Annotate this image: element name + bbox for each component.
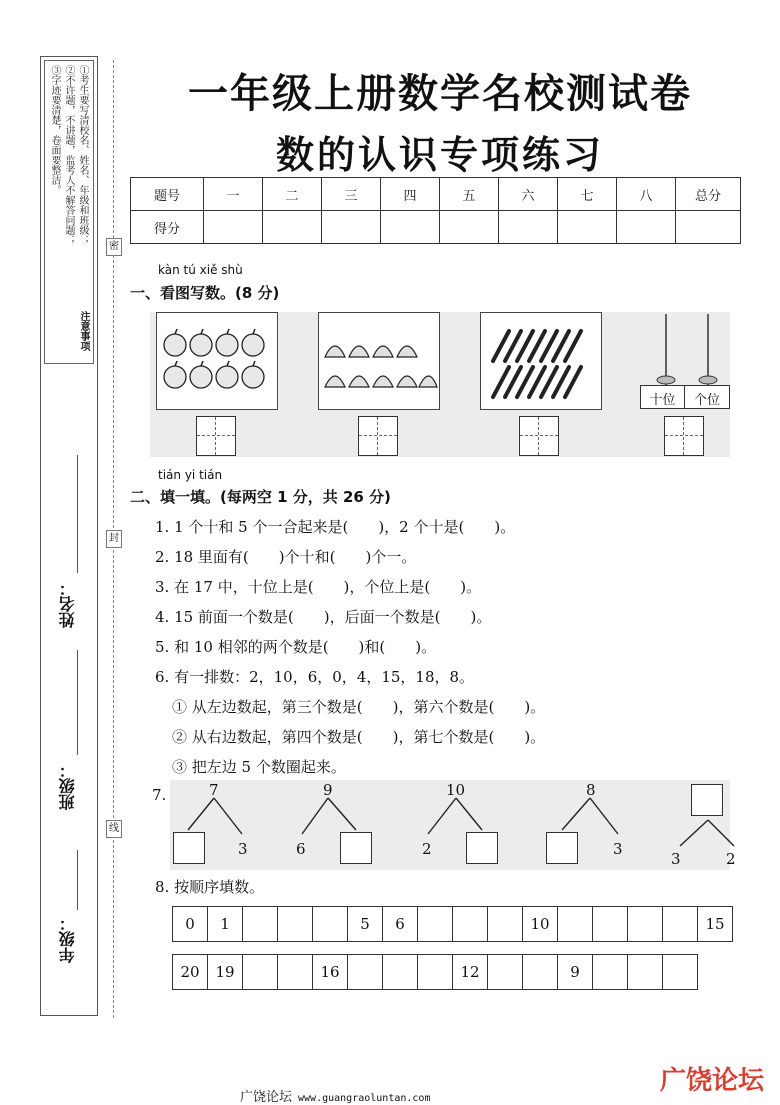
answer-grid-apples[interactable] — [196, 416, 236, 456]
notice-line-1: ①考生要写清校名、姓名、年级和班级； — [77, 65, 88, 245]
seq-cell: 1 — [208, 907, 243, 942]
seq-cell: 0 — [173, 907, 208, 942]
seq-cell[interactable] — [278, 907, 313, 942]
question-8: 8. 按顺序填数。 — [155, 878, 265, 896]
tree2-right-box[interactable] — [340, 832, 372, 864]
grade-label: 年级： — [58, 915, 77, 963]
seq-cell[interactable] — [558, 907, 593, 942]
tree2-left: 6 — [296, 840, 306, 858]
question-6a: ① 从左边数起，第三个数是( )，第六个数是( )。 — [172, 698, 546, 716]
score-table — [130, 177, 741, 244]
score-header-cell: 六 — [499, 178, 558, 211]
pencils-picture — [480, 312, 602, 410]
tree5-right: 2 — [726, 850, 736, 868]
notice-line-3: ③字迹要清楚，卷面要整洁。 — [49, 65, 60, 195]
answer-grid-peaches[interactable] — [358, 416, 398, 456]
answer-grid-abacus[interactable] — [664, 416, 704, 456]
seq-cell: 12 — [453, 955, 488, 990]
score-header-cell: 一 — [204, 178, 263, 211]
tree4-left-box[interactable] — [546, 832, 578, 864]
apples-picture — [156, 312, 278, 410]
seq-cell[interactable] — [593, 955, 628, 990]
grade-line — [77, 850, 78, 910]
seq-cell[interactable] — [488, 907, 523, 942]
name-label: 姓名： — [58, 580, 77, 628]
seq-cell[interactable] — [663, 907, 698, 942]
site-logo — [660, 1060, 764, 1097]
seq-cell[interactable] — [453, 907, 488, 942]
logo-text: 广饶论坛 — [660, 1066, 765, 1096]
tree3-top: 10 — [446, 781, 466, 799]
seq-cell: 6 — [383, 907, 418, 942]
seq-cell: 20 — [173, 955, 208, 990]
score-header-cell: 总分 — [676, 178, 741, 211]
score-header-row — [131, 178, 741, 211]
abacus-base — [640, 385, 730, 409]
tree4-top: 8 — [586, 781, 596, 799]
seq-cell[interactable] — [313, 907, 348, 942]
question-2: 2. 18 里面有( )个十和( )个一。 — [155, 548, 417, 566]
score-header-cell: 二 — [263, 178, 322, 211]
seq-cell[interactable] — [663, 955, 698, 990]
footer — [240, 1086, 430, 1105]
notice-box — [44, 60, 94, 364]
seq-cell: 10 — [523, 907, 558, 942]
score-cell[interactable] — [263, 211, 322, 244]
question-7-label: 7. — [152, 786, 167, 804]
seq-cell: 16 — [313, 955, 348, 990]
notice-heading: 注意事项 — [78, 311, 89, 351]
seq-cell[interactable] — [523, 955, 558, 990]
score-header-cell: 五 — [440, 178, 499, 211]
score-cell[interactable] — [204, 211, 263, 244]
question-3: 3. 在 17 中，十位上是( )，个位上是( )。 — [155, 578, 482, 596]
seq-cell[interactable] — [593, 907, 628, 942]
abacus-label-ones: 个位 — [693, 393, 720, 408]
question-5: 5. 和 10 相邻的两个数是( )和( )。 — [155, 638, 437, 656]
tree3-right-box[interactable] — [466, 832, 498, 864]
score-cell[interactable] — [381, 211, 440, 244]
seq-cell: 19 — [208, 955, 243, 990]
score-header-cell: 题号 — [131, 178, 204, 211]
footer-url[interactable]: www.guangraoluntan.com — [298, 1093, 431, 1104]
score-cell[interactable] — [558, 211, 617, 244]
score-header-cell: 三 — [322, 178, 381, 211]
class-label: 班级： — [58, 762, 77, 810]
seq-cell[interactable] — [383, 955, 418, 990]
score-header-cell: 七 — [558, 178, 617, 211]
seal-mark-xian: 线 — [106, 820, 122, 838]
sequence-row-2 — [172, 954, 698, 990]
seq-cell[interactable] — [348, 955, 383, 990]
tree5-top-box[interactable] — [691, 784, 723, 816]
score-cell[interactable] — [499, 211, 558, 244]
seq-cell: 9 — [558, 955, 593, 990]
name-line — [77, 455, 78, 573]
footer-brand: 广饶论坛 — [240, 1090, 293, 1105]
peaches-icon — [319, 313, 439, 409]
seq-cell: 15 — [698, 907, 733, 942]
score-cell[interactable] — [617, 211, 676, 244]
question-6c: ③ 把左边 5 个数圈起来。 — [172, 758, 346, 776]
seq-cell[interactable] — [278, 955, 313, 990]
section2-title: 二、填一填。(每两空 1 分，共 26 分) — [130, 488, 391, 506]
tree5-left: 3 — [671, 850, 681, 868]
question-6b: ② 从右边数起，第四个数是( )，第七个数是( )。 — [172, 728, 546, 746]
page-title: 一年级上册数学名校测试卷 — [188, 71, 692, 117]
tree4-right: 3 — [613, 840, 623, 858]
score-header-cell: 八 — [617, 178, 676, 211]
notice-line-2: ②不许题，不讲题，监考人不解答问题； — [63, 65, 74, 245]
score-cell[interactable] — [322, 211, 381, 244]
seq-cell: 5 — [348, 907, 383, 942]
tree1-left-box[interactable] — [173, 832, 205, 864]
apples-icon — [157, 313, 277, 409]
seq-cell[interactable] — [488, 955, 523, 990]
seq-cell[interactable] — [418, 955, 453, 990]
seq-cell[interactable] — [628, 955, 663, 990]
seq-cell[interactable] — [628, 907, 663, 942]
page-subtitle: 数的认识专项练习 — [275, 133, 604, 177]
score-input-row — [131, 211, 741, 244]
tree2-top: 9 — [323, 781, 333, 799]
tree3-left: 2 — [422, 840, 432, 858]
score-cell[interactable] — [440, 211, 499, 244]
question-4: 4. 15 前面一个数是( )，后面一个数是( )。 — [155, 608, 492, 626]
abacus-label-tens: 十位 — [649, 393, 676, 408]
section1-title: 一、看图写数。(8 分) — [130, 284, 280, 302]
seq-cell[interactable] — [243, 955, 278, 990]
tree1-top: 7 — [209, 781, 219, 799]
tree1-right: 3 — [238, 840, 248, 858]
question-6: 6. 有一排数：2，10，6，0，4，15，18，8。 — [155, 668, 475, 686]
seq-cell[interactable] — [418, 907, 453, 942]
pencils-icon — [481, 313, 601, 409]
section1-pinyin: kàn tú xiě shù — [158, 263, 243, 277]
sequence-row-1 — [172, 906, 733, 942]
class-line — [77, 650, 78, 755]
score-row-label: 得分 — [131, 211, 204, 244]
score-header-cell: 四 — [381, 178, 440, 211]
seal-mark-feng: 封 — [106, 530, 122, 548]
seq-cell[interactable] — [243, 907, 278, 942]
score-cell[interactable] — [676, 211, 741, 244]
section2-pinyin: tián yi tián — [158, 468, 223, 482]
seal-mark-mi: 密 — [106, 238, 122, 256]
question-1: 1. 1 个十和 5 个一合起来是( )，2 个十是( )。 — [155, 518, 516, 536]
peaches-picture — [318, 312, 440, 410]
answer-grid-pencils[interactable] — [519, 416, 559, 456]
